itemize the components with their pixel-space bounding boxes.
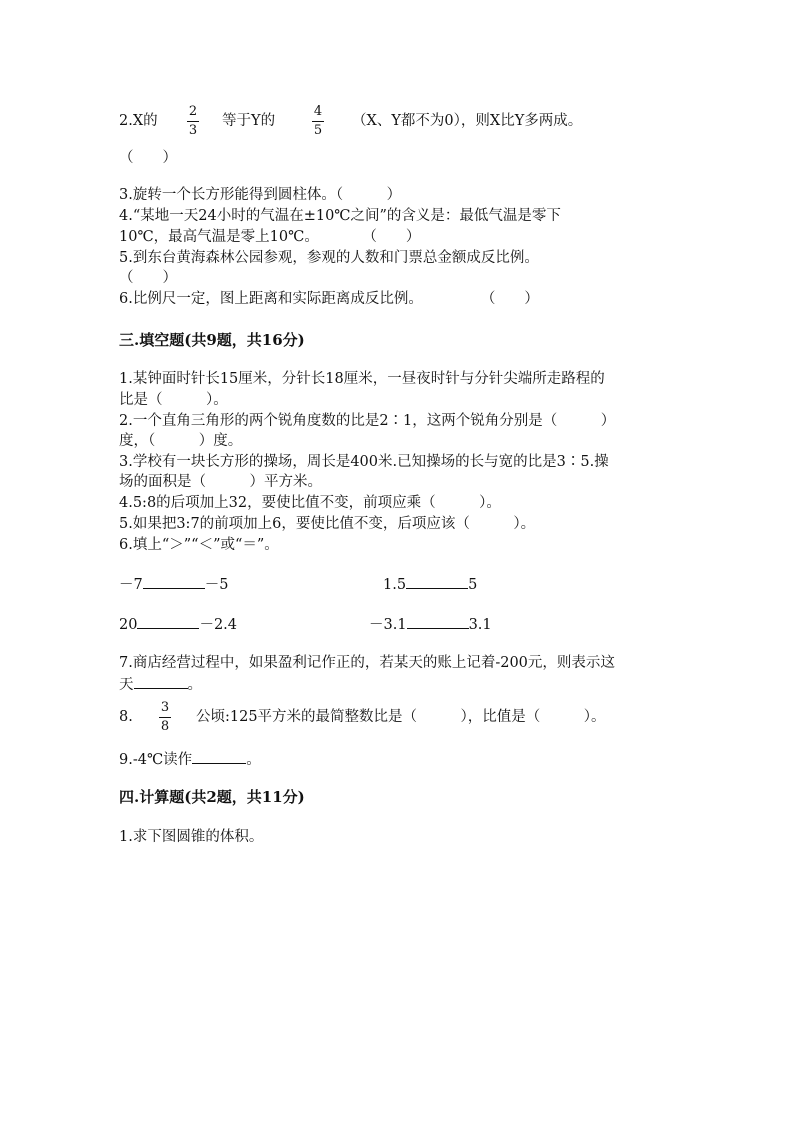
fraction-numerator: 3 xyxy=(160,700,170,715)
answer-blank[interactable] xyxy=(143,574,205,589)
f8-text: 公顷:125平方米的最简整数比是（ ），比值是（ ）。 xyxy=(196,709,606,725)
f7-line1: 7.商店经营过程中，如果盈利记作正的，若某天的账上记着-200元，则表示这 xyxy=(119,655,615,671)
compare-left: 20 xyxy=(119,617,138,633)
compare-right: －5 xyxy=(204,577,229,593)
c1-text: 1.求下图圆锥的体积。 xyxy=(119,829,264,845)
q4-line2: 10℃，最高气温是零上10℃。 （ ） xyxy=(119,229,421,245)
f9-end: 。 xyxy=(246,752,261,768)
f8-fraction xyxy=(159,701,171,734)
q2-part2: 等于Y的 xyxy=(222,113,276,129)
answer-blank[interactable] xyxy=(192,749,246,764)
q3-text: 3.旋转一个长方形能得到圆柱体。（ ） xyxy=(119,187,402,203)
f5-text: 5.如果把3:7的前项加上6，要使比值不变，后项应该（ ）。 xyxy=(119,516,536,532)
compare-right: －2.4 xyxy=(199,617,238,633)
f2-line1: 2.一个直角三角形的两个锐角度数的比是2∶1，这两个锐角分别是（ ） xyxy=(119,413,616,429)
q2-fraction-2 xyxy=(312,105,324,138)
answer-blank[interactable] xyxy=(407,614,469,629)
answer-blank[interactable] xyxy=(406,574,468,589)
compare-item-1 xyxy=(119,574,228,595)
fraction-numerator: 4 xyxy=(313,104,323,119)
f1-line2: 比是（ ）。 xyxy=(119,392,228,408)
fraction-denominator: 3 xyxy=(188,123,198,138)
fraction-bar xyxy=(187,121,199,122)
fraction-bar xyxy=(312,121,324,122)
fraction-bar xyxy=(159,717,171,718)
compare-left: 1.5 xyxy=(383,577,407,593)
f7-end: 。 xyxy=(187,677,202,693)
compare-item-4 xyxy=(369,614,492,635)
q5-line1: 5.到东台黄海森林公园参观，参观的人数和门票总金额成反比例。 xyxy=(119,250,539,266)
fraction-numerator: 2 xyxy=(188,104,198,119)
q2-answer-paren: （ ） xyxy=(119,150,177,166)
compare-item-3 xyxy=(119,614,237,635)
section-4-heading: 四.计算题(共2题，共11分) xyxy=(119,788,305,806)
fraction-denominator: 5 xyxy=(313,123,323,138)
f8-prefix: 8. xyxy=(119,709,133,725)
section-3-heading: 三.填空题(共9题，共16分) xyxy=(119,331,305,349)
q2-fraction-1 xyxy=(187,105,199,138)
compare-left: －3.1 xyxy=(369,617,407,633)
f7-line2-text: 天 xyxy=(119,677,134,693)
f1-line1: 1.某钟面时针长15厘米，分针长18厘米，一昼夜时针与分针尖端所走路程的 xyxy=(119,371,605,387)
fraction-denominator: 8 xyxy=(160,719,170,734)
compare-right: 3.1 xyxy=(468,617,492,633)
f4-text: 4.5:8的后项加上32，要使比值不变，前项应乘（ ）。 xyxy=(119,495,501,511)
f2-line2: 度，（ ）度。 xyxy=(119,433,243,449)
q4-line1: 4.“某地一天24小时的气温在±10℃之间”的含义是：最低气温是零下 xyxy=(119,208,561,224)
f7-line2 xyxy=(119,674,202,695)
q5-line2: （ ） xyxy=(119,270,177,286)
compare-right: 5 xyxy=(468,577,478,593)
answer-blank[interactable] xyxy=(137,614,199,629)
compare-item-2 xyxy=(383,574,477,595)
f9-line xyxy=(119,749,261,770)
f3-line2: 场的面积是（ ）平方米。 xyxy=(119,474,322,490)
compare-left: －7 xyxy=(119,577,143,593)
answer-blank[interactable] xyxy=(134,674,188,689)
f3-line1: 3.学校有一块长方形的操场，周长是400米.已知操场的长与宽的比是3∶5.操 xyxy=(119,454,609,470)
q2-part1: 2.X的 xyxy=(119,113,158,129)
f6-text: 6.填上“＞”“＜”或“＝”。 xyxy=(119,537,279,553)
q6-text: 6.比例尺一定，图上距离和实际距离成反比例。 （ ） xyxy=(119,291,539,307)
q2-part3: （X、Y都不为0），则X比Y多两成。 xyxy=(352,113,583,129)
f9-text: 9.-4℃读作 xyxy=(119,752,193,768)
